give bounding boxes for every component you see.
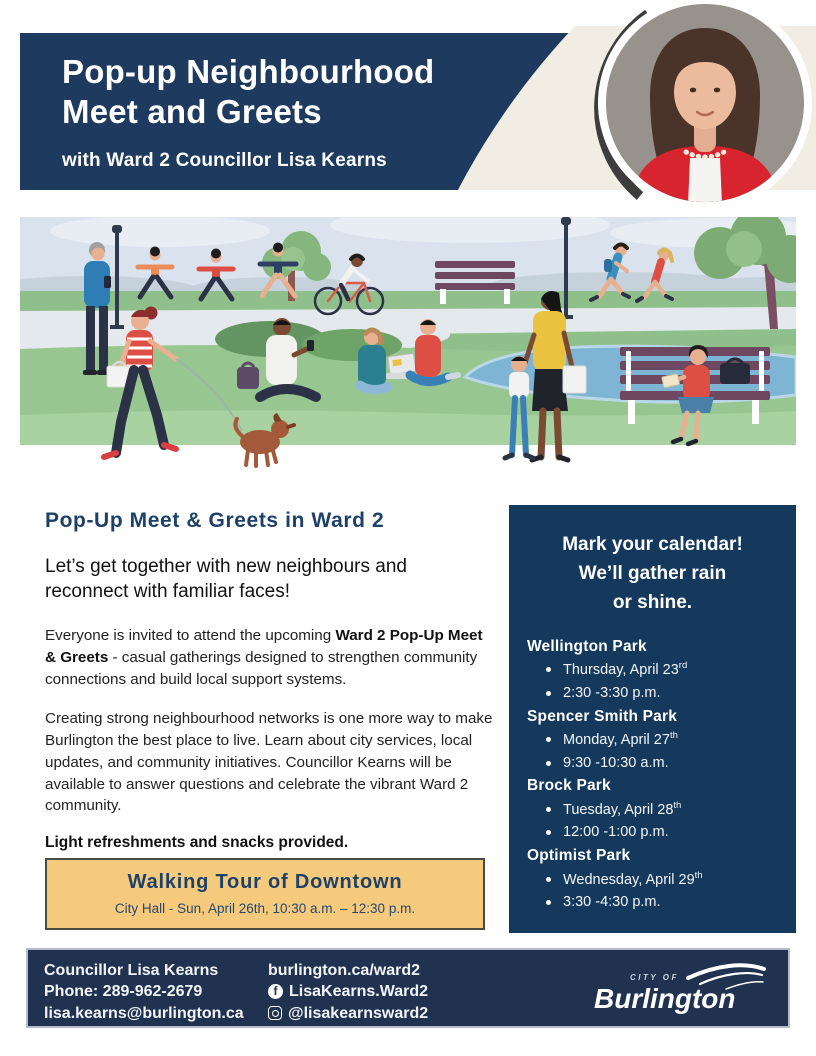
park-date-ordinal: rd [678,659,688,671]
paragraph-networks: Creating strong neighbourhood networks is one more way to make Burlington the best place to live. Learn about city services, local updates, and community initiatives. Councillor Kearns will be available to answer questions and celebrate the vibrant Ward 2 community. [45,709,493,815]
park-time: 2:30 -3:30 p.m. [527,682,778,705]
councillor-photo [598,0,812,210]
paragraph-invitation-bold: Ward 2 Pop-Up Meet & Greets [45,627,483,667]
footer-email: lisa.kearns@burlington.ca [44,1004,244,1022]
footer-bar [26,948,790,1028]
footer-contact-block [44,960,244,1024]
park-date-text: Wednesday, April 29 [563,871,695,888]
section-heading: Pop-Up Meet & Greets in Ward 2 [45,509,385,532]
park-date-text: Tuesday, April 28 [563,801,674,818]
logo-burlington-text: Burlington [594,983,736,1014]
schedule-heading-line1: Mark your calendar! [562,534,743,555]
park-name: Optimist Park [527,847,631,865]
park-name: Spencer Smith Park [527,707,678,725]
facebook-icon [268,984,283,999]
footer-instagram-handle: @lisakearnsward2 [288,1004,429,1022]
park-time: 9:30 -10:30 a.m. [527,752,778,775]
park-schedule-list [527,635,778,915]
lead-text: Let’s get together with new neighbours and reconnect with familiar faces! [45,556,407,603]
paragraph-invitation [45,625,495,691]
footer-facebook-row [268,981,428,1002]
header-banner [0,0,816,216]
footer-phone: Phone: 289-962-2679 [44,983,203,1001]
park-date-ordinal: th [694,869,703,881]
paragraph-invitation-post: - casual gatherings designed to strengthen community connections and build local support systems. [45,649,478,688]
schedule-heading-line2: We’ll gather rain [578,562,727,584]
park-date-text: Thursday, April 23 [563,661,679,678]
walking-tour-title: Walking Tour of Downtown [127,871,403,893]
walking-tour-details: City Hall - Sun, April 26th, 10:30 a.m. – 12:30 p.m. [114,901,416,916]
paragraph-invitation-pre: Everyone is invited to attend the upcoming [45,627,336,645]
walking-tour-box [45,858,485,930]
footer-councillor-name: Councillor Lisa Kearns [44,962,219,979]
schedule-sidebar [509,505,796,933]
footer-instagram-row [268,1003,428,1024]
flyer-subtitle: with Ward 2 Councillor Lisa Kearns [62,149,387,171]
park-date [527,658,778,682]
instagram-icon [268,1006,282,1020]
schedule-heading [527,531,778,618]
park-date [527,728,778,752]
park-time: 3:30 -4:30 p.m. [527,891,778,914]
footer-web-block [268,960,428,1024]
park-date-ordinal: th [669,729,678,741]
park-date [527,798,778,822]
park-time: 12:00 -1:00 p.m. [527,821,778,844]
city-of-burlington-logo [592,962,770,1020]
flyer-title: Pop-up Neighbourhood Meet and Greets [62,53,435,131]
park-date-text: Monday, April 27 [563,731,670,748]
park-date-ordinal: th [673,799,682,811]
main-content [45,509,495,852]
footer-facebook-handle: LisaKearns.Ward2 [289,983,429,1001]
schedule-heading-line3: or shine. [612,591,693,613]
park-name: Wellington Park [527,637,647,655]
park-date [527,868,778,892]
logo-city-of-text: CITY OF [630,973,679,982]
footer-website: burlington.ca/ward2 [268,962,421,979]
park-illustration [20,217,796,485]
refreshments-note: Light refreshments and snacks provided. [45,834,349,852]
header-text-block [62,52,434,172]
park-name: Brock Park [527,777,611,795]
